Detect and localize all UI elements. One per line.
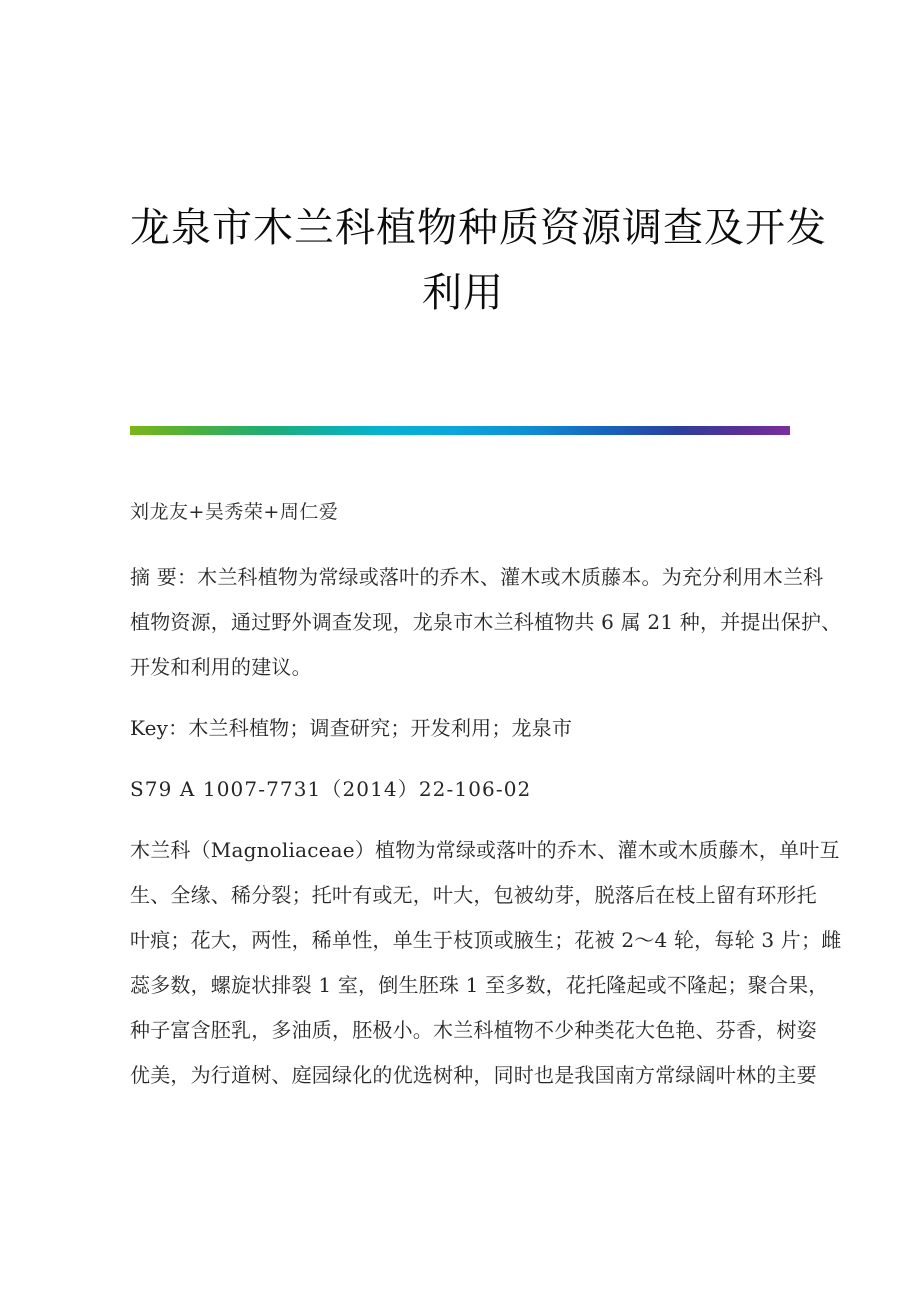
classification-line: S79 A 1007-7731（2014）22-106-02 — [130, 777, 532, 802]
abstract-line: 植物资源，通过野外调查发现，龙泉市木兰科植物共 6 属 21 种，并提出保护、 — [130, 610, 842, 635]
body-line: 种子富含胚乳，多油质，胚极小。木兰科植物不少种类花大色艳、芬香，树姿 — [130, 1018, 817, 1043]
page-content — [130, 0, 842, 1098]
body-line: 蕊多数，螺旋状排裂 1 室，倒生胚珠 1 至多数，花托隆起或不隆起；聚合果， — [130, 973, 829, 998]
page-title-line-1: 龙泉市木兰科植物种质资源调查及开发 — [130, 205, 827, 251]
classification-code — [130, 751, 790, 812]
body-line: 优美，为行道树、庭园绿化的优选树种，同时也是我国南方常绿阔叶林的主要 — [130, 1063, 817, 1088]
keywords-paragraph — [130, 690, 790, 751]
abstract-line: 摘 要：木兰科植物为常绿或落叶的乔木、灌木或木质藤本。为充分利用木兰科 — [130, 565, 824, 590]
divider — [130, 426, 790, 436]
body-line: 叶痕；花大，两性，稀单性，单生于枝顶或腋生；花被 2～4 轮，每轮 3 片；雌 — [130, 928, 842, 953]
page-title-line-2: 利用 — [422, 269, 504, 316]
abstract-paragraph — [130, 526, 842, 690]
abstract-line: 开发和利用的建议。 — [130, 655, 312, 680]
keywords-line: Key：木兰科植物；调查研究；开发利用；龙泉市 — [130, 716, 573, 741]
author-byline: 刘龙友+吴秀荣+周仁爱 — [130, 500, 339, 523]
gradient-divider-icon — [130, 426, 790, 435]
body-line: 木兰科（Magnoliaceae）植物为常绿或落叶的乔木、灌木或木质藤木，单叶互 — [130, 838, 840, 863]
page-title — [130, 0, 827, 326]
body-line: 生、全缘、稀分裂；托叶有或无，叶大，包被幼芽，脱落后在枝上留有环形托 — [130, 883, 817, 908]
body-paragraph — [130, 812, 842, 1098]
